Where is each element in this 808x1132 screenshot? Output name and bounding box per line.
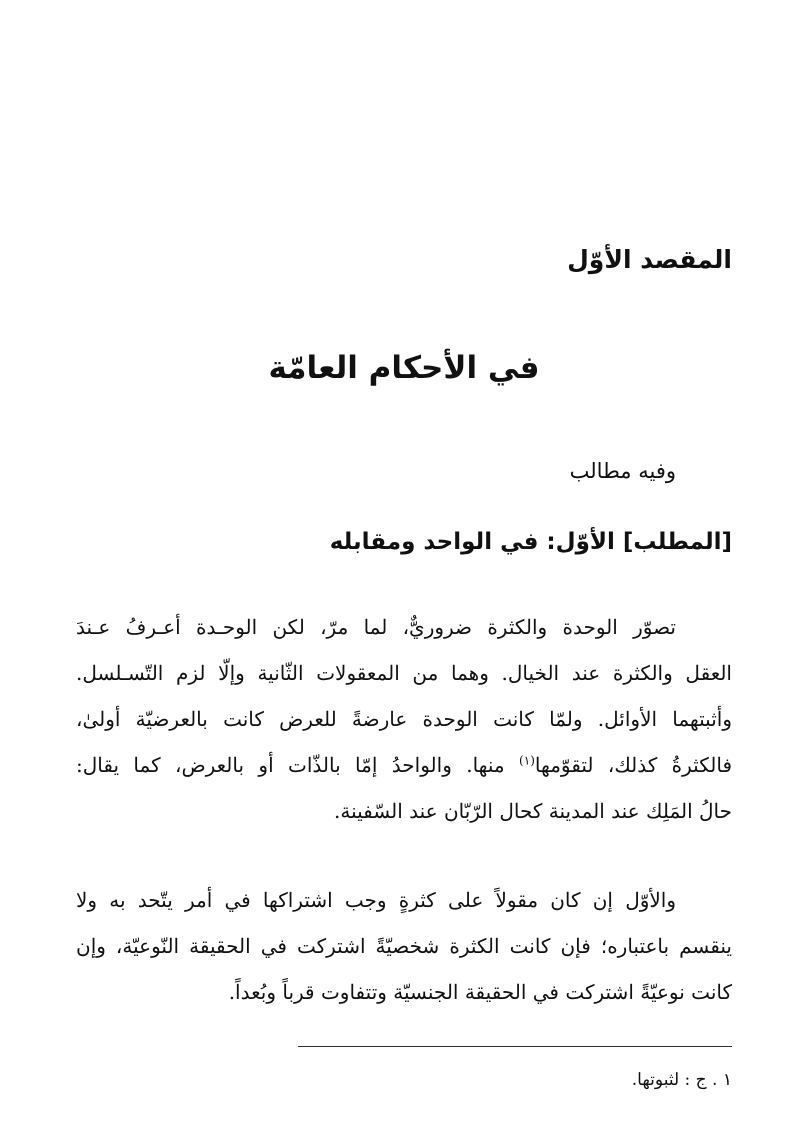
- paragraph-line: ينقسم باعتباره؛ فإن كانت الكثرة شخصيّةً اشتركت في الحقيقة النّوعيّة، وإن: [76, 934, 732, 958]
- paragraph-line: كانت نوعيّةً اشتركت في الحقيقة الجنسيّة وتتفاوت قرباً وبُعداً.: [228, 980, 732, 1004]
- subsection-heading: [المطلب] الأوّل: في الواحد ومقابله: [329, 529, 732, 555]
- page-title: في الأحكام العامّة: [268, 350, 540, 386]
- line-segment: فالكثرةُ كذلك، لتقوّمها: [534, 753, 732, 777]
- section-label: المقصد الأوّل: [567, 245, 732, 274]
- footnote: ١ . ج : لثبوتها.: [631, 1070, 732, 1090]
- paragraph-line: والأوّل إن كان مقولاً على كثرةٍ وجب اشتراكها في أمر يتّحد به ولا: [76, 888, 676, 912]
- footnote-divider: [298, 1046, 732, 1047]
- paragraph-line: العقل والكثرة عند الخيال. وهما من المعقولات الثّانية وإلّا لزم التّسـلسل.: [76, 661, 732, 685]
- paragraph-1: [76, 604, 732, 834]
- line-segment: منها. والواحدُ إمّا بالذّات أو بالعرض، كما يقال:: [76, 753, 505, 777]
- paragraph-line: وأثبتهما الأوائل. ولمّا كانت الوحدة عارضةً للعرض كانت بالعرضيّة أولىٰ،: [76, 707, 732, 731]
- paragraph-line: حالُ المَلِك عند المدينة كحال الرّبّان عند السّفينة.: [334, 799, 732, 823]
- paragraph-2: [76, 877, 732, 1015]
- footnote-marker[interactable]: (١): [519, 753, 535, 768]
- intro-line: وفيه مطالب: [569, 459, 676, 483]
- paragraph-line: تصوّر الوحدة والكثرة ضروريٌّ، لما مرّ، لكن الوحـدة أعـرفُ عـندَ: [76, 615, 676, 639]
- paragraph-line-with-note: [76, 742, 732, 788]
